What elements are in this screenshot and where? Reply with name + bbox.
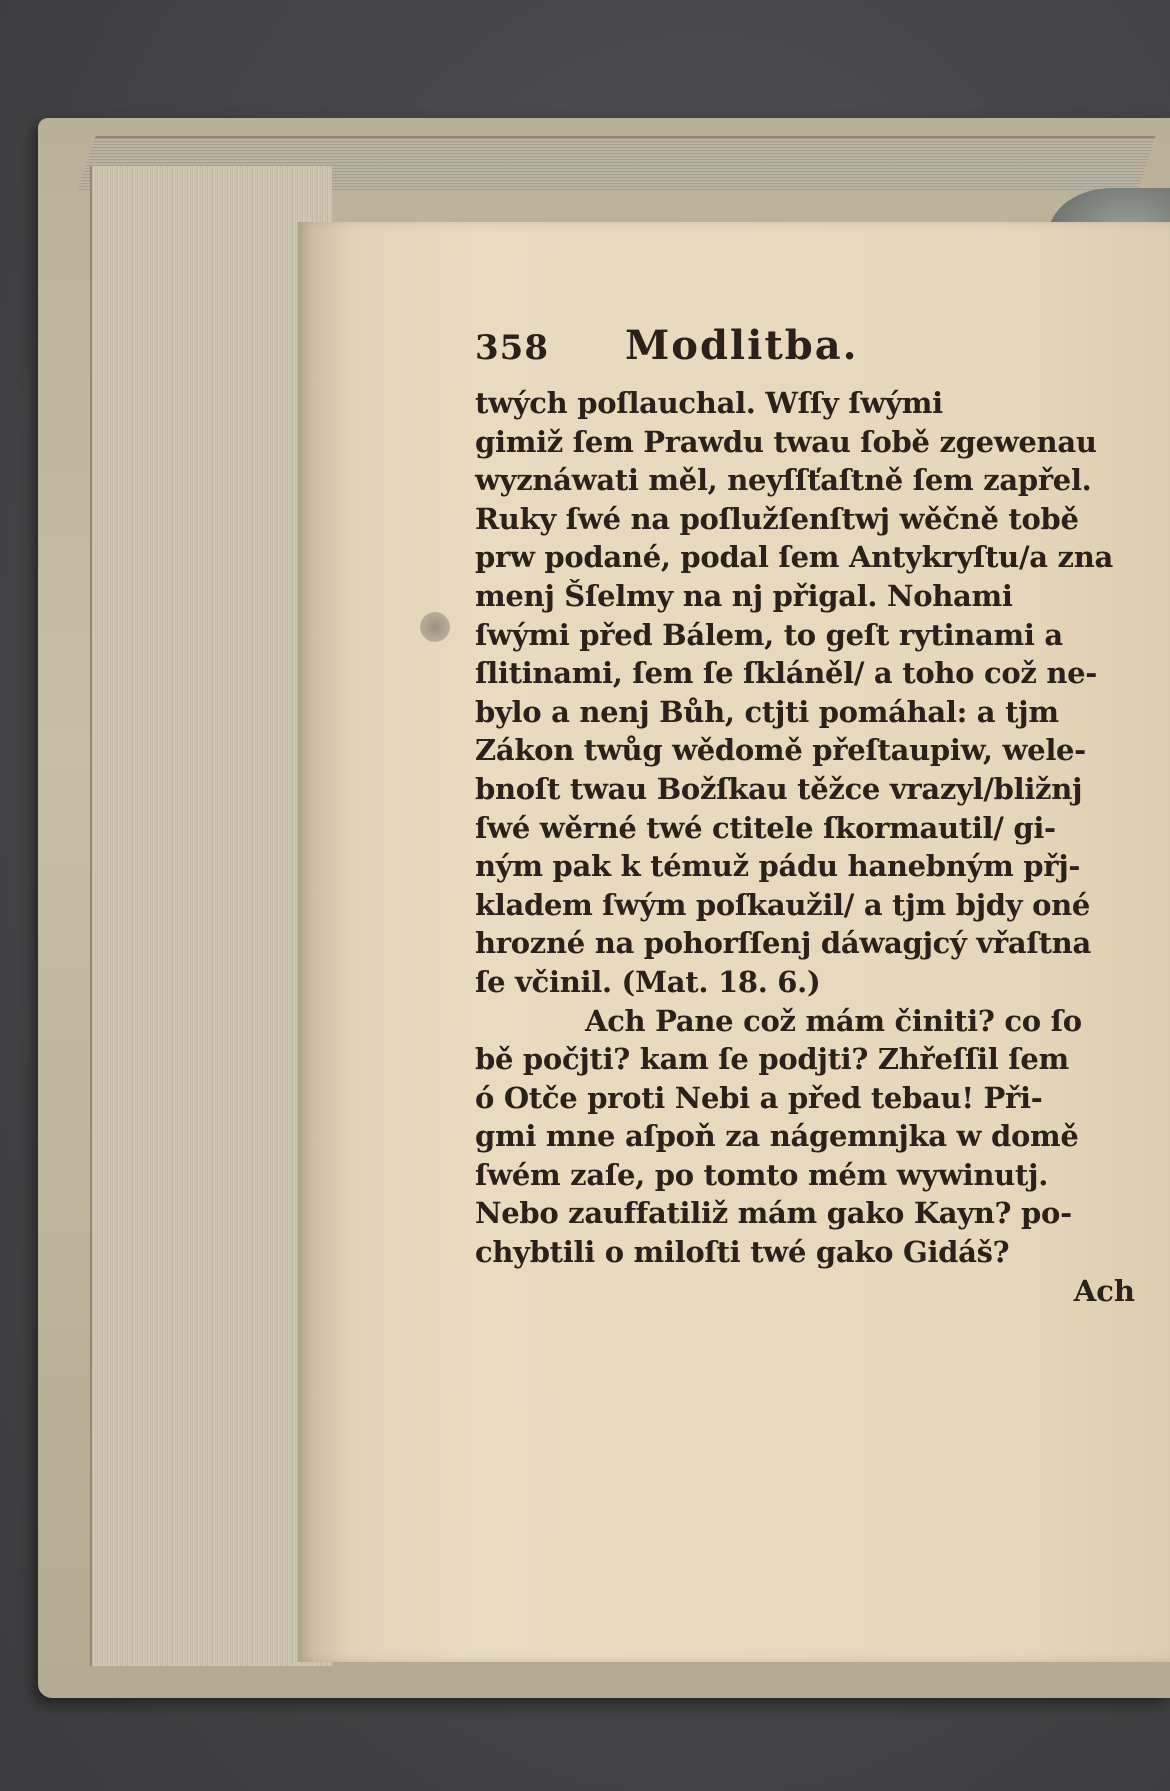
text-line: ným pak k témuž pádu hanebným přj- bbox=[475, 849, 1081, 884]
text-line: Zákon twůg wědomě přeſtaupiw, wele- bbox=[475, 733, 1086, 768]
page-hole bbox=[420, 612, 450, 642]
page-stack-edge bbox=[90, 166, 332, 1666]
text-line: ſwými před Bálem, to geſt rytinami a bbox=[475, 617, 1063, 652]
running-title: Modlitba. bbox=[625, 322, 859, 369]
catchword: Ach bbox=[1073, 1273, 1135, 1308]
text-line: twých poſlauchal. Wſſy ſwými bbox=[475, 386, 943, 420]
text-line: wyznáwati měl, neyſſťaſtně ſem zapřel. bbox=[475, 463, 1092, 498]
text-line: ſe včinil. (Mat. 18. 6.) bbox=[475, 964, 821, 999]
text-line: prw podané, podal ſem Antykryſtu/a zna bbox=[475, 540, 1113, 575]
text-line: bylo a nenj Bůh, ctjti pomáhal: a tjm bbox=[475, 694, 1059, 729]
text-line: bě počjti? kam ſe podjti? Zhřeſſil ſem bbox=[475, 1042, 1069, 1077]
text-line: ó Otče proti Nebi a před tebau! Při- bbox=[475, 1080, 1043, 1115]
text-line: menj Šſelmy na nj přigal. Nohami bbox=[475, 578, 1013, 613]
page-number: 358 bbox=[475, 328, 549, 368]
text-line: Nebo zauffatiliž mám gako Kayn? po- bbox=[475, 1196, 1072, 1231]
text-line: Ruky ſwé na poſlužſenſtwj wěčně tobě bbox=[475, 501, 1079, 536]
text-line: bnoſt twau Božſkau těžce vrazyl/bližnj bbox=[475, 771, 1083, 806]
paragraph-2 bbox=[475, 1002, 1165, 1272]
text-line: gimiž ſem Prawdu twau ſobě zgewenau bbox=[475, 424, 1097, 459]
text-line: ſwé wěrné twé ctitele ſkormautil/ gi- bbox=[475, 810, 1056, 845]
text-line: gmi mne aſpoň za nágemnjka w domě bbox=[475, 1119, 1079, 1154]
text-line: Ach Pane což mám činiti? co ſo bbox=[585, 1003, 1082, 1038]
text-line: ſlitinami, ſem ſe ſkláněl/ a toho což ne- bbox=[475, 656, 1098, 691]
text-line: chybtili o miloſti twé gako Gidáš? bbox=[475, 1235, 1010, 1270]
text-line: ſwém zaſe, po tomto mém wywinutj. bbox=[475, 1157, 1048, 1192]
page-header bbox=[475, 322, 1165, 384]
paragraph-1 bbox=[475, 384, 1165, 1002]
page-text bbox=[475, 322, 1165, 1310]
text-line: hrozné na pohorſſenj dáwagjcý vřaſtna bbox=[475, 926, 1091, 961]
text-line: kladem ſwým poſkaužil/ a tjm bjdy oné bbox=[475, 887, 1091, 922]
